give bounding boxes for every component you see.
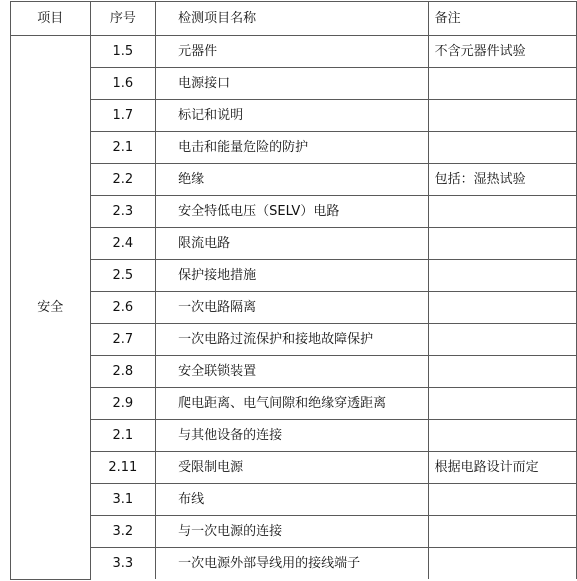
- row-number: 3.1: [90, 484, 156, 516]
- row-number: 2.11: [90, 452, 156, 484]
- row-note: [428, 132, 576, 164]
- row-number: 1.5: [90, 36, 156, 68]
- table-row: [11, 132, 577, 164]
- row-note: [428, 196, 576, 228]
- row-number: 2.2: [90, 164, 156, 196]
- table-row: [11, 324, 577, 356]
- row-item-name: 布线: [156, 484, 429, 516]
- inspection-items-table: [10, 1, 577, 580]
- row-number: 2.5: [90, 260, 156, 292]
- row-number: 2.3: [90, 196, 156, 228]
- group-label-safety: 安全: [11, 36, 91, 580]
- row-item-name: 元器件: [156, 36, 429, 68]
- row-note: [428, 324, 576, 356]
- row-note: [428, 548, 576, 580]
- row-item-name: 限流电路: [156, 228, 429, 260]
- table-row: [11, 100, 577, 132]
- table-row: [11, 36, 577, 68]
- header-number: 序号: [90, 2, 156, 36]
- row-item-name: 一次电路隔离: [156, 292, 429, 324]
- row-note: [428, 292, 576, 324]
- table-row: [11, 388, 577, 420]
- table-row: [11, 68, 577, 100]
- row-number: 2.7: [90, 324, 156, 356]
- row-note: [428, 516, 576, 548]
- row-item-name: 电击和能量危险的防护: [156, 132, 429, 164]
- table-row: [11, 516, 577, 548]
- row-number: 2.6: [90, 292, 156, 324]
- row-note: [428, 356, 576, 388]
- table-row: [11, 228, 577, 260]
- table-row: [11, 548, 577, 580]
- table-header-row: [11, 2, 577, 36]
- table-row: [11, 484, 577, 516]
- row-note: [428, 388, 576, 420]
- row-note: [428, 100, 576, 132]
- row-item-name: 绝缘: [156, 164, 429, 196]
- row-note: 不含元器件试验: [428, 36, 576, 68]
- row-number: 2.1: [90, 132, 156, 164]
- table-row: [11, 196, 577, 228]
- row-item-name: 保护接地措施: [156, 260, 429, 292]
- row-item-name: 安全特低电压（SELV）电路: [156, 196, 429, 228]
- row-note: [428, 420, 576, 452]
- header-project: 项目: [11, 2, 91, 36]
- row-item-name: 安全联锁装置: [156, 356, 429, 388]
- table-row: [11, 452, 577, 484]
- row-number: 1.7: [90, 100, 156, 132]
- row-number: 3.3: [90, 548, 156, 580]
- table-row: [11, 292, 577, 324]
- table-body: [11, 36, 577, 580]
- header-item-name: 检测项目名称: [156, 2, 429, 36]
- row-item-name: 与其他设备的连接: [156, 420, 429, 452]
- row-item-name: 爬电距离、电气间隙和绝缘穿透距离: [156, 388, 429, 420]
- row-note: [428, 68, 576, 100]
- row-note: [428, 260, 576, 292]
- header-note: 备注: [428, 2, 576, 36]
- table-row: [11, 164, 577, 196]
- row-number: 3.2: [90, 516, 156, 548]
- row-note: 根据电路设计而定: [428, 452, 576, 484]
- row-item-name: 受限制电源: [156, 452, 429, 484]
- table-row: [11, 356, 577, 388]
- table-row: [11, 260, 577, 292]
- row-number: 2.8: [90, 356, 156, 388]
- row-item-name: 一次电源外部导线用的接线端子: [156, 548, 429, 580]
- row-item-name: 与一次电源的连接: [156, 516, 429, 548]
- row-item-name: 一次电路过流保护和接地故障保护: [156, 324, 429, 356]
- row-number: 1.6: [90, 68, 156, 100]
- row-note: [428, 484, 576, 516]
- row-item-name: 标记和说明: [156, 100, 429, 132]
- table-row: [11, 420, 577, 452]
- row-number: 2.1: [90, 420, 156, 452]
- row-item-name: 电源接口: [156, 68, 429, 100]
- row-number: 2.9: [90, 388, 156, 420]
- row-number: 2.4: [90, 228, 156, 260]
- row-note: 包括：湿热试验: [428, 164, 576, 196]
- row-note: [428, 228, 576, 260]
